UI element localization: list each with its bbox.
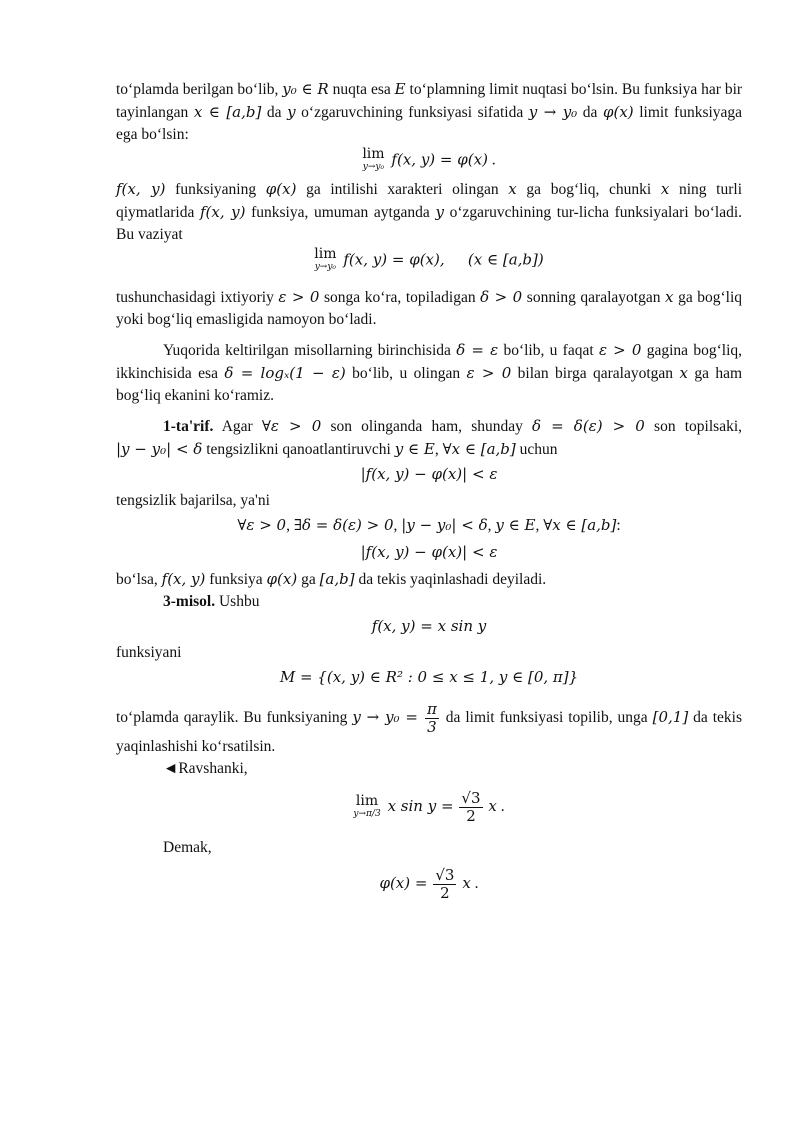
formula: φ(x) [602, 103, 634, 121]
formula: y₀ ∈ R [282, 80, 329, 98]
definition-label: 1-ta'rif. [163, 418, 214, 435]
formula: E [394, 80, 406, 98]
equation-1: lim y→y₀ f(x, y) = φ(x) . [362, 146, 496, 172]
document-page [116, 78, 742, 906]
equation-7: M = {(x, y) ∈ R² : 0 ≤ x ≤ 1, y ∈ [0, π]} [279, 668, 579, 686]
paragraph-9: ◄Ravshanki, [163, 760, 248, 777]
example-label: 3-misol. [163, 593, 216, 610]
equation-4: ∀ε > 0, ∃δ = δ(ε) > 0, |y − y₀| < δ, y ∈ E, ∀x ∈ [a,b]: [237, 516, 621, 534]
equation-9: φ(x) = $\frac{√3}{2}$ x . [379, 866, 479, 902]
definition-1: 1-ta'rif. Agar ∀ε > 0 son olinganda ham, shunday δ = δ(ε) > 0 son topilsaki, |y − y₀| < δ tengsizlikni qanoatlantiruvchi y ∈ E, ∀x ∈ [a,b] uchun [116, 417, 743, 458]
example-3: 3-misol. Ushbu [163, 593, 260, 610]
paragraph-2: f(x, y) funksiyaning φ(x) ga intilishi xarakteri olingan x ga bog‘liq, chunki x ning turli qiymatlarida f(x, y) funksiya, umuman aytganda y o‘zgaruvchining tur-licha funksiyalari bo‘ladi. Bu vaziyat [116, 180, 743, 243]
fraction: $\frac{\pi}{3}$ [426, 700, 437, 736]
limit-operator: lim y→y₀ [314, 246, 337, 272]
paragraph-5: tengsizlik bajarilsa, ya'ni [116, 492, 270, 509]
fraction: $\frac{√3}{2}$ [435, 866, 455, 902]
limit-operator: lim y→y₀ [362, 146, 385, 172]
fraction: $\frac{√3}{2}$ [461, 789, 481, 825]
equation-5: |f(x, y) − φ(x)| < ε [360, 543, 498, 561]
formula: y → y₀ [528, 103, 578, 121]
equation-3: |f(x, y) − φ(x)| < ε [360, 465, 498, 483]
paragraph-1: to‘plamda berilgan bo‘lib, y₀ ∈ R nuqta esa E to‘plamning limit nuqtasi bo‘lsin. Bu funksiya har bir tayinlangan x ∈ [a,b] da y o‘zgaruvchining funksiyasi sifatida y → y₀ da φ(x) limit funksiyaga ega bo‘lsin: [116, 80, 743, 143]
equation-8: lim y→π/3 x sin y = $\frac{√3}{2}$ x . [353, 789, 505, 825]
equation-6: f(x, y) = x sin y [371, 617, 487, 635]
paragraph-7: funksiyani [116, 644, 182, 661]
formula: y [287, 103, 296, 121]
formula: x ∈ [a,b] [193, 103, 262, 121]
paragraph-10: Demak, [163, 839, 212, 856]
paragraph-6: bo‘lsa, f(x, y) funksiya φ(x) ga [a,b] da tekis yaqinlashadi deyiladi. [116, 570, 547, 588]
equation-2: lim y→y₀ f(x, y) = φ(x), (x ∈ [a,b]) [314, 246, 544, 272]
limit-operator: lim y→π/3 [353, 792, 381, 819]
paragraph-3: tushunchasidagi ixtiyoriy ε > 0 songa ko‘ra, topiladigan δ > 0 sonning qaralayotgan x ga bog‘liq yoki bog‘liq emasligida namoyon bo‘ladi. [116, 288, 743, 328]
paragraph-4: Yuqorida keltirilgan misollarning birinchisida δ = ε bo‘lib, u faqat ε > 0 gagina bog‘liq, ikkinchisida esa δ = logₓ(1 − ε) bo‘lib, u olingan ε > 0 bilan birga qaralayotgan x ga ham bog‘liq ekanini ko‘ramiz. [116, 341, 743, 404]
paragraph-8: to‘plamda qaraylik. Bu funksiyaning y → y₀ = $\frac{\pi}{3}$ da limit funksiyasi topilib, unga [0,1] da tekis yaqinlashishi ko‘rsatilsin. [116, 700, 742, 755]
